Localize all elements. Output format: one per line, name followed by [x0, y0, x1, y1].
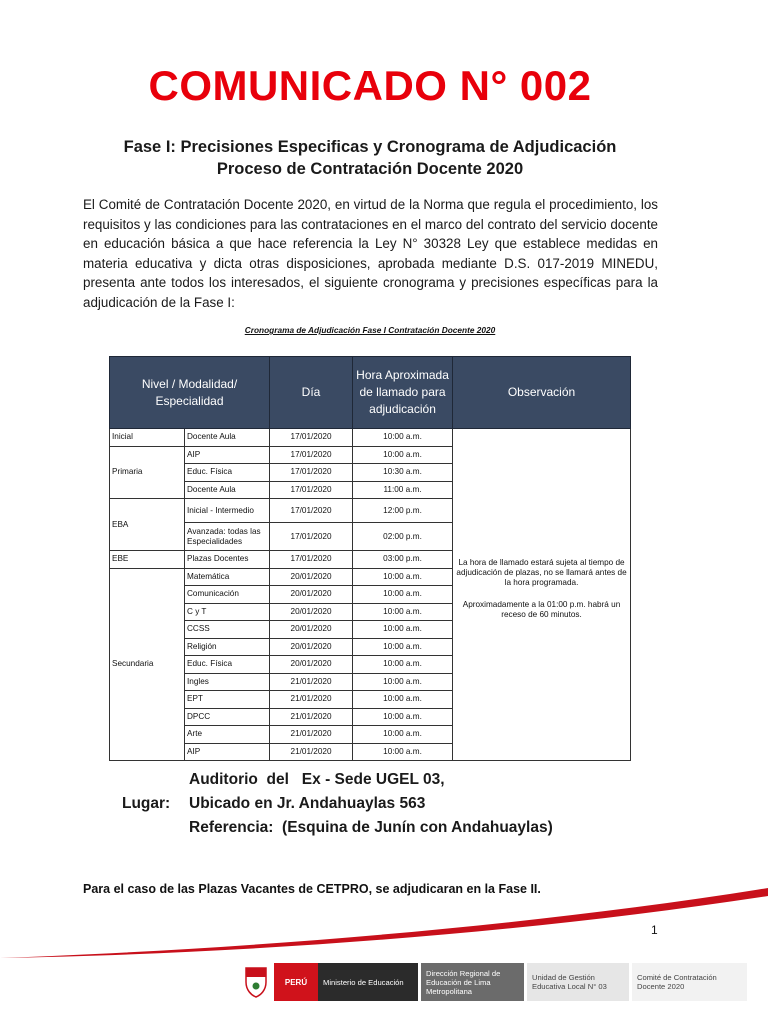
place-lines [189, 768, 609, 840]
ugel-label: Unidad de Gestión Educativa Local N° 03 [527, 963, 629, 1001]
cell-hora: 12:00 p.m. [353, 499, 453, 523]
cell-esp: Docente Aula [185, 429, 270, 447]
direccion-label: Dirección Regional de Educación de Lima Metropolitana [421, 963, 524, 1001]
cell-dia: 17/01/2020 [270, 429, 353, 447]
place-label: Lugar: [122, 795, 171, 812]
subtitle [0, 136, 740, 180]
group-primaria: Primaria [110, 446, 185, 499]
cell-esp: AIP [185, 446, 270, 464]
place-line-3: Referencia: (Esquina de Junín con Andahuaylas) [189, 819, 553, 836]
cell-dia: 20/01/2020 [270, 603, 353, 621]
table-caption: Cronograma de Adjudicación Fase I Contratación Docente 2020 [244, 325, 496, 335]
cell-hora: 10:00 a.m. [353, 568, 453, 586]
cell-dia: 21/01/2020 [270, 673, 353, 691]
cell-dia: 17/01/2020 [270, 551, 353, 569]
cell-dia: 17/01/2020 [270, 464, 353, 482]
group-inicial: Inicial [110, 429, 185, 447]
cell-esp: AIP [185, 743, 270, 761]
cell-dia: 20/01/2020 [270, 638, 353, 656]
header-nivel: Nivel / Modalidad/ Especialidad [110, 357, 270, 429]
cell-dia: 17/01/2020 [270, 499, 353, 523]
cell-esp: Inicial - Intermedio [185, 499, 270, 523]
header-dia: Día [270, 357, 353, 429]
cell-hora: 10:00 a.m. [353, 621, 453, 639]
cell-esp: Avanzada: todas las Especialidades [185, 523, 270, 551]
group-secundaria: Secundaria [110, 568, 185, 761]
observation-text-1: La hora de llamado estará sujeta al tiempo de adjudicación de plazas, no se llamará antes de la hora programada. [456, 557, 627, 587]
cell-dia: 20/01/2020 [270, 656, 353, 674]
subtitle-line-2: Proceso de Contratación Docente 2020 [216, 160, 524, 178]
cell-esp: EPT [185, 691, 270, 709]
cell-hora: 10:00 a.m. [353, 726, 453, 744]
cell-dia: 20/01/2020 [270, 586, 353, 604]
cell-esp: Arte [185, 726, 270, 744]
cell-hora: 10:00 a.m. [353, 673, 453, 691]
cell-esp: Docente Aula [185, 481, 270, 499]
cell-hora: 02:00 p.m. [353, 523, 453, 551]
cell-esp: Plazas Docentes [185, 551, 270, 569]
header-hora: Hora Aproximada de llamado para adjudicación [353, 357, 453, 429]
table-header-row [110, 357, 631, 429]
cell-hora: 10:00 a.m. [353, 446, 453, 464]
cell-esp: CCSS [185, 621, 270, 639]
place-line-2: Ubicado en Jr. Andahuaylas 563 [189, 795, 426, 812]
subtitle-line-1: Fase I: Precisiones Especificas y Cronograma de Adjudicación [123, 138, 617, 156]
cell-dia: 21/01/2020 [270, 708, 353, 726]
cell-hora: 11:00 a.m. [353, 481, 453, 499]
group-ebe: EBE [110, 551, 185, 569]
cell-hora: 10:00 a.m. [353, 603, 453, 621]
cell-dia: 17/01/2020 [270, 481, 353, 499]
schedule-table [109, 356, 631, 761]
observation-text-2: Aproximadamente a la 01:00 p.m. habrá un receso de 60 minutos. [462, 599, 621, 619]
group-eba: EBA [110, 499, 185, 551]
cell-hora: 10:00 a.m. [353, 691, 453, 709]
peru-label: PERÚ [274, 963, 318, 1001]
page-number: 1 [651, 923, 658, 937]
cell-esp: Educ. Física [185, 656, 270, 674]
cell-hora: 03:00 p.m. [353, 551, 453, 569]
table-row [110, 429, 631, 447]
cell-hora: 10:00 a.m. [353, 638, 453, 656]
cell-dia: 20/01/2020 [270, 621, 353, 639]
cell-esp: Comunicación [185, 586, 270, 604]
header-observacion: Observación [453, 357, 631, 429]
intro-paragraph: El Comité de Contratación Docente 2020, en virtud de la Norma que regula el procedimiento, los requisitos y las condiciones para las contrataciones en el marco del contrato del servicio docente en educación básica a que hace referencia la Ley N° 30328 Ley que establece medidas en materia educativa y dicta otras disposiciones, aprobada mediante D.S. 017-2019 MINEDU, presenta ante todos los interesados, el siguiente cronograma y precisiones específicas para la adjudicación de la Fase I: [83, 197, 658, 310]
cetpro-note: Para el caso de las Plazas Vacantes de CETPRO, se adjudicaran en la Fase II. [83, 882, 541, 896]
cell-esp: Matemática [185, 568, 270, 586]
cell-dia: 21/01/2020 [270, 691, 353, 709]
ministerio-label: Ministerio de Educación [318, 963, 418, 1001]
cell-dia: 20/01/2020 [270, 568, 353, 586]
page-title: COMUNICADO N° 002 [148, 62, 592, 109]
place-line-1: Auditorio del Ex - Sede UGEL 03, [189, 771, 445, 788]
footer-logos [238, 963, 747, 1001]
cell-esp: Religión [185, 638, 270, 656]
cell-hora: 10:00 a.m. [353, 586, 453, 604]
cell-dia: 17/01/2020 [270, 523, 353, 551]
cell-dia: 17/01/2020 [270, 446, 353, 464]
comite-label: Comité de Contratación Docente 2020 [632, 963, 747, 1001]
cell-hora: 10:30 a.m. [353, 464, 453, 482]
cell-esp: Educ. Física [185, 464, 270, 482]
cell-hora: 10:00 a.m. [353, 743, 453, 761]
cell-hora: 10:00 a.m. [353, 656, 453, 674]
cell-dia: 21/01/2020 [270, 743, 353, 761]
observation-cell [453, 429, 631, 761]
cell-esp: DPCC [185, 708, 270, 726]
cell-esp: Ingles [185, 673, 270, 691]
coat-of-arms-icon [238, 963, 274, 1001]
cell-hora: 10:00 a.m. [353, 429, 453, 447]
cell-dia: 21/01/2020 [270, 726, 353, 744]
cell-esp: C y T [185, 603, 270, 621]
cell-hora: 10:00 a.m. [353, 708, 453, 726]
